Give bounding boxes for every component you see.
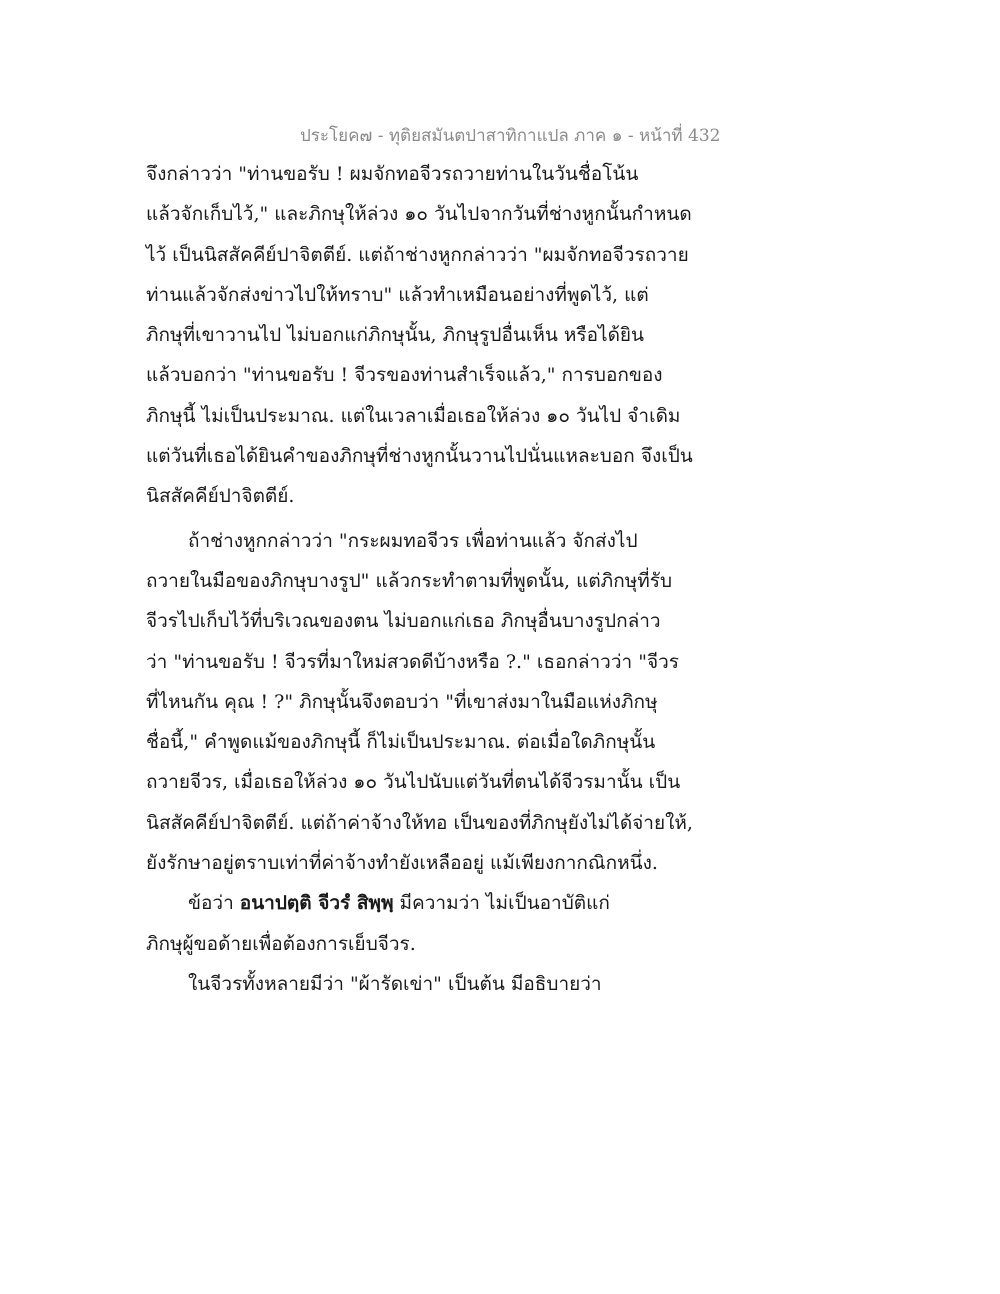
- text-line: นิสสัคคีย์ปาจิตตีย์. แต่ถ้าค่าจ้างให้ทอ เป็นของที่ภิกษุยังไม่ได้จ่ายให้,: [146, 811, 693, 834]
- text-run: มีความว่า ไม่เป็นอาบัติแก่: [393, 892, 610, 915]
- text-line: แล้วจักเก็บไว้," และภิกษุให้ล่วง ๑๐ วันไปจากวันที่ช่างหูกนั้นกำหนด: [146, 203, 692, 226]
- text-line: ภิกษุผู้ขอด้ายเพื่อต้องการเย็บจีวร.: [146, 932, 416, 955]
- text-line: ที่ไหนกัน คุณ ! ?" ภิกษุนั้นจึงตอบว่า "ที่เขาส่งมาในมือแห่งภิกษุ: [146, 690, 658, 713]
- text-line: ภิกษุที่เขาวานไป ไม่บอกแก่ภิกษุนั้น, ภิกษุรูปอื่นเห็น หรือได้ยิน: [146, 324, 645, 347]
- text-line: ชื่อนี้," คำพูดแม้ของภิกษุนี้ ก็ไม่เป็นประมาณ. ต่อเมื่อใดภิกษุนั้น: [146, 731, 656, 754]
- text-line: ในจีวรทั้งหลายมีว่า "ผ้ารัดเข่า" เป็นต้น มีอธิบายว่า: [188, 972, 602, 995]
- text-line: แต่วันที่เธอได้ยินคำของภิกษุที่ช่างหูกนั้นวานไปนั่นแหละบอก จึงเป็น: [146, 445, 693, 468]
- text-run: ข้อว่า: [188, 892, 240, 915]
- text-line: ภิกษุนี้ ไม่เป็นประมาณ. แต่ในเวลาเมื่อเธอให้ล่วง ๑๐ วันไป จำเดิม: [146, 404, 681, 427]
- pali-term: อนาปตฺติ จีวรํ สิพฺพฺ: [239, 892, 394, 915]
- text-line: ถวายในมือของภิกษุบางรูป" แล้วกระทำตามที่พูดนั้น, แต่ภิกษุที่รับ: [146, 569, 673, 592]
- text-line: จึงกล่าวว่า "ท่านขอรับ ! ผมจักทอจีวรถวายท่านในวันชื่อโน้น: [146, 163, 639, 185]
- text-line: แล้วบอกว่า "ท่านขอรับ ! จีวรของท่านสำเร็จแล้ว," การบอกของ: [146, 364, 663, 387]
- running-header: ประโยค๗ - ทุติยสมันตปาสาทิกาแปล ภาค ๑ - หน้าที่ 432: [300, 126, 721, 146]
- body-text: [146, 158, 716, 1008]
- text-line: ถ้าช่างหูกกล่าวว่า "กระผมทอจีวร เพื่อท่านแล้ว จักส่งไป: [188, 529, 638, 552]
- text-line: ท่านแล้วจักส่งข่าวไปให้ทราบ" แล้วทำเหมือนอย่างที่พูดไว้, แต่: [146, 283, 649, 306]
- text-line: ถวายจีวร, เมื่อเธอให้ล่วง ๑๐ วันไปนับแต่วันที่ตนได้จีวรมานั้น เป็น: [146, 771, 681, 794]
- text-line: ว่า "ท่านขอรับ ! จีวรที่มาใหม่สวดดีบ้างหรือ ?." เธอกล่าวว่า "จีวร: [146, 650, 679, 673]
- text-line: นิสสัคคีย์ปาจิตตีย์.: [146, 485, 295, 508]
- text-line: [146, 887, 716, 927]
- text-line: จีวรไปเก็บไว้ที่บริเวณของตน ไม่บอกแก่เธอ ภิกษุอื่นบางรูปกล่าว: [146, 610, 661, 633]
- text-line: ยังรักษาอยู่ตราบเท่าที่ค่าจ้างทำยังเหลืออยู่ แม้เพียงกากณิกหนึ่ง.: [146, 852, 658, 875]
- text-line: ไว้ เป็นนิสสัคคีย์ปาจิตตีย์. แต่ถ้าช่างหูกกล่าวว่า "ผมจักทอจีวรถวาย: [146, 243, 689, 266]
